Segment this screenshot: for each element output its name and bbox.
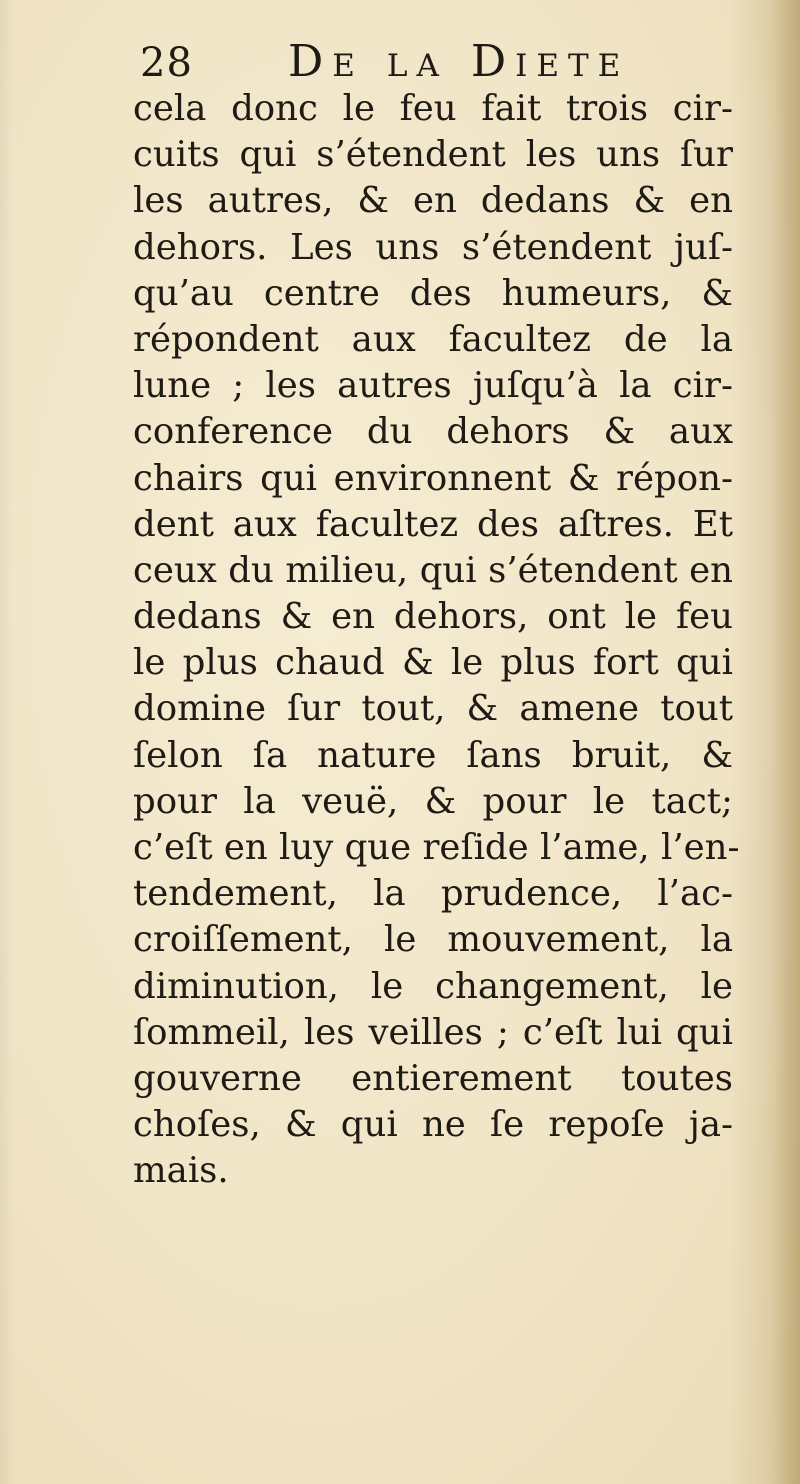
page-edge-shadow [772,0,800,1484]
text-line: c’eſt en luy que reſide l’ame, l’en- [133,827,740,868]
text-line: cela donc le feu fait trois cir- [133,88,733,129]
body-text [133,86,740,1195]
text-line: le plus chaud & le plus fort qui [133,642,733,684]
text-line: cuits qui s’étendent les uns ſur [133,134,733,176]
text-line: qu’au centre des humeurs, & [133,272,733,314]
text-line: domine ſur tout, & amene tout [133,688,733,730]
text-line-last: mais. [133,1150,229,1192]
text-line: diminution, le changement, le [133,965,733,1007]
running-head: De la Diete [288,36,630,87]
text-line: tendement, la prudence, l’ac- [133,873,733,915]
text-line: ſelon ſa nature ſans bruit, & [133,734,733,776]
text-line: les autres, & en dedans & en [133,180,733,222]
text-line: dehors. Les uns s’étendent juſ- [133,226,733,268]
text-line: conference du dehors & aux [133,411,733,453]
text-line: dedans & en dehors, ont le feu [133,596,733,638]
text-line: répondent aux facultez de la [133,318,733,360]
text-line: dent aux facultez des aſtres. Et [133,503,733,545]
text-line: lune ; les autres juſqu’à la cir- [133,365,733,407]
text-line: croiſſement, le mouvement, la [133,919,733,961]
text-line: ceux du milieu, qui s’étendent en [133,549,733,591]
page-number: 28 [140,40,193,86]
text-line: choſes, & qui ne ſe repoſe ja- [133,1104,733,1146]
text-line: gouverne entierement toutes [133,1057,733,1099]
page-header [140,34,660,94]
text-line: ſommeil, les veilles ; c’eſt lui qui [133,1011,733,1053]
text-line: chairs qui environnent & répon- [133,457,733,499]
text-line: pour la veuë, & pour le tact; [133,780,733,822]
